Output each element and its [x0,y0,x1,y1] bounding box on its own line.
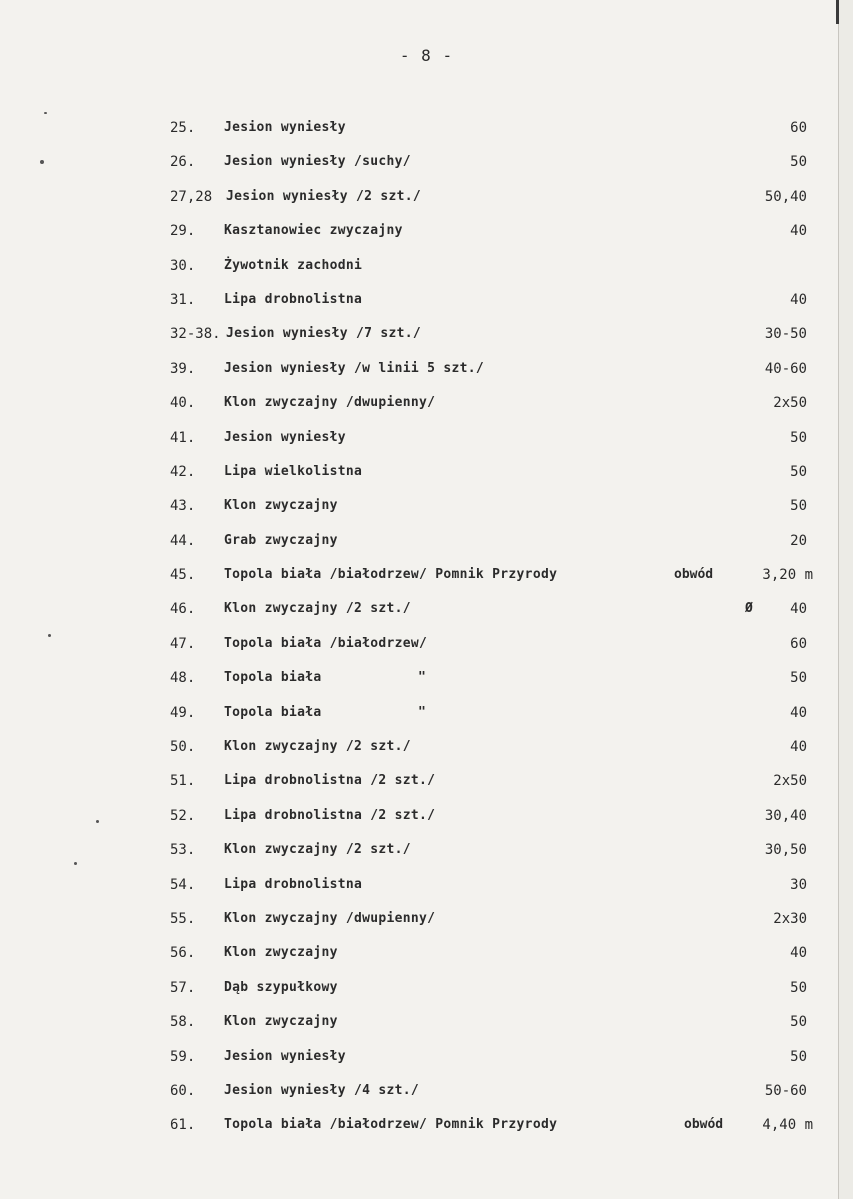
trunk-size-value: 40 [790,945,807,962]
tree-species: Jesion wyniesły [224,120,346,135]
trunk-size-value: 50 [790,1014,807,1031]
item-number: 30. [170,257,196,274]
item-number: 40. [170,395,196,412]
item-number: 25. [170,120,196,136]
trunk-size-value: 50 [790,979,807,996]
tree-species: Lipa drobnolistna [224,876,363,892]
list-item [0,460,853,494]
trunk-size-value: 40 [790,739,807,756]
tree-species: Klon zwyczajny /2 szt./ [224,601,411,617]
trunk-size-value: 40 [790,223,807,240]
list-item [0,976,853,1010]
tree-species: Klon zwyczajny /2 szt./ [224,842,411,858]
list-item [0,529,853,563]
list-item [0,1079,853,1113]
trunk-size-value: 2x50 [773,395,807,412]
trunk-size-value: 30 [790,876,807,893]
item-number: 56. [170,945,196,962]
item-number: 49. [170,704,196,721]
list-item [0,769,853,803]
tree-species: Klon zwyczajny /2 szt./ [224,739,411,755]
trunk-size-value: 50 [790,429,807,446]
trunk-size-value: 50 [790,670,807,687]
trunk-size-value: 20 [790,532,807,549]
tree-species: Jesion wyniesły /w linii 5 szt./ [224,360,485,376]
list-item [0,322,853,356]
list-item [0,597,853,631]
item-number: 41. [170,429,196,446]
trunk-size-value: 50-60 [764,1082,807,1099]
tree-species: Klon zwyczajny [224,1014,338,1030]
ditto-mark: " [418,670,426,686]
trunk-size-value: 30-50 [764,326,807,343]
item-number: 26. [170,154,196,171]
trunk-size-value: 4,40 m [762,1117,813,1134]
tree-species: Kasztanowiec zwyczajny [224,223,403,239]
item-number: 27,28 [170,188,213,205]
list-item [0,666,853,700]
tree-species: Klon zwyczajny /dwupienny/ [224,910,436,926]
trunk-size-value: 2x50 [773,773,807,790]
item-number: 52. [170,807,196,824]
list-item [0,494,853,528]
item-number: 58. [170,1014,196,1031]
list-item [0,907,853,941]
tree-species: Jesion wyniesły /7 szt./ [226,326,422,342]
item-number: 31. [170,291,196,308]
tree-list [0,116,853,1148]
list-item [0,391,853,425]
tree-species: Klon zwyczajny /dwupienny/ [224,395,436,411]
tree-species: Lipa wielkolistna [224,463,363,479]
trunk-size-value: 40 [790,291,807,308]
trunk-size-value: 50 [790,498,807,515]
list-item [0,254,853,288]
tree-species: Klon zwyczajny [224,945,338,961]
list-item [0,288,853,322]
tree-species: Jesion wyniesły [224,429,346,445]
tree-species: Topola biała [224,670,322,686]
item-number: 43. [170,498,196,515]
tree-species: Topola biała [224,704,322,720]
margin-dot [44,112,47,114]
edge-mark [836,0,839,24]
item-number: 60. [170,1082,196,1099]
ditto-mark: " [418,704,426,720]
tree-species: Grab zwyczajny [224,532,338,548]
list-item [0,735,853,769]
list-item [0,838,853,872]
trunk-size-value: 50 [790,463,807,480]
item-number: 29. [170,223,196,240]
diameter-symbol: Ø [745,601,753,617]
circumference-label: obwód [674,567,714,583]
tree-species: Topola biała /białodrzew/ Pomnik Przyrody [224,567,558,583]
list-item [0,219,853,253]
item-number: 57. [170,979,196,996]
item-number: 44. [170,532,196,549]
item-number: 39. [170,360,196,377]
item-number: 48. [170,670,196,687]
item-number: 55. [170,910,196,927]
tree-species: Jesion wyniesły /4 szt./ [224,1082,420,1098]
tree-species: Jesion wyniesły [224,1048,346,1064]
item-number: 46. [170,601,196,618]
item-number: 59. [170,1048,196,1065]
tree-species: Jesion wyniesły /2 szt./ [226,188,422,204]
item-number: 32-38. [170,326,221,343]
tree-species: Lipa drobnolistna /2 szt./ [224,807,436,823]
item-number: 50. [170,739,196,756]
list-item [0,804,853,838]
tree-species: Dąb szypułkowy [224,979,338,995]
list-item [0,873,853,907]
trunk-size-value: 60 [790,120,807,136]
trunk-size-value: 30,50 [764,842,807,859]
trunk-size-value: 50 [790,154,807,171]
list-item [0,150,853,184]
trunk-size-value: 3,20 m [762,567,813,584]
item-number: 47. [170,635,196,652]
list-item [0,185,853,219]
list-item [0,632,853,666]
circumference-label: obwód [684,1117,724,1133]
list-item [0,1010,853,1044]
list-item [0,116,853,150]
list-item [0,563,853,597]
item-number: 42. [170,463,196,480]
item-number: 53. [170,842,196,859]
tree-species: Lipa drobnolistna /2 szt./ [224,773,436,789]
trunk-size-value: 60 [790,635,807,652]
tree-species: Topola biała /białodrzew/ [224,635,428,651]
trunk-size-value: 50 [790,1048,807,1065]
tree-species: Klon zwyczajny [224,498,338,514]
page-number: - 8 - [399,46,454,65]
trunk-size-value: 40 [790,704,807,721]
item-number: 51. [170,773,196,790]
list-item [0,941,853,975]
tree-species: Jesion wyniesły /suchy/ [224,154,411,170]
list-item [0,701,853,735]
trunk-size-value: 40-60 [764,360,807,377]
trunk-size-value: 30,40 [764,807,807,824]
list-item [0,1113,853,1147]
item-number: 54. [170,876,196,893]
list-item [0,1045,853,1079]
tree-species: Żywotnik zachodni [224,257,363,273]
item-number: 45. [170,567,196,584]
trunk-size-value: 40 [790,601,807,618]
list-item [0,357,853,391]
item-number: 61. [170,1117,196,1134]
tree-species: Topola biała /białodrzew/ Pomnik Przyrody [224,1117,558,1133]
tree-species: Lipa drobnolistna [224,291,363,307]
trunk-size-value: 50,40 [764,188,807,205]
trunk-size-value: 2x30 [773,910,807,927]
list-item [0,426,853,460]
